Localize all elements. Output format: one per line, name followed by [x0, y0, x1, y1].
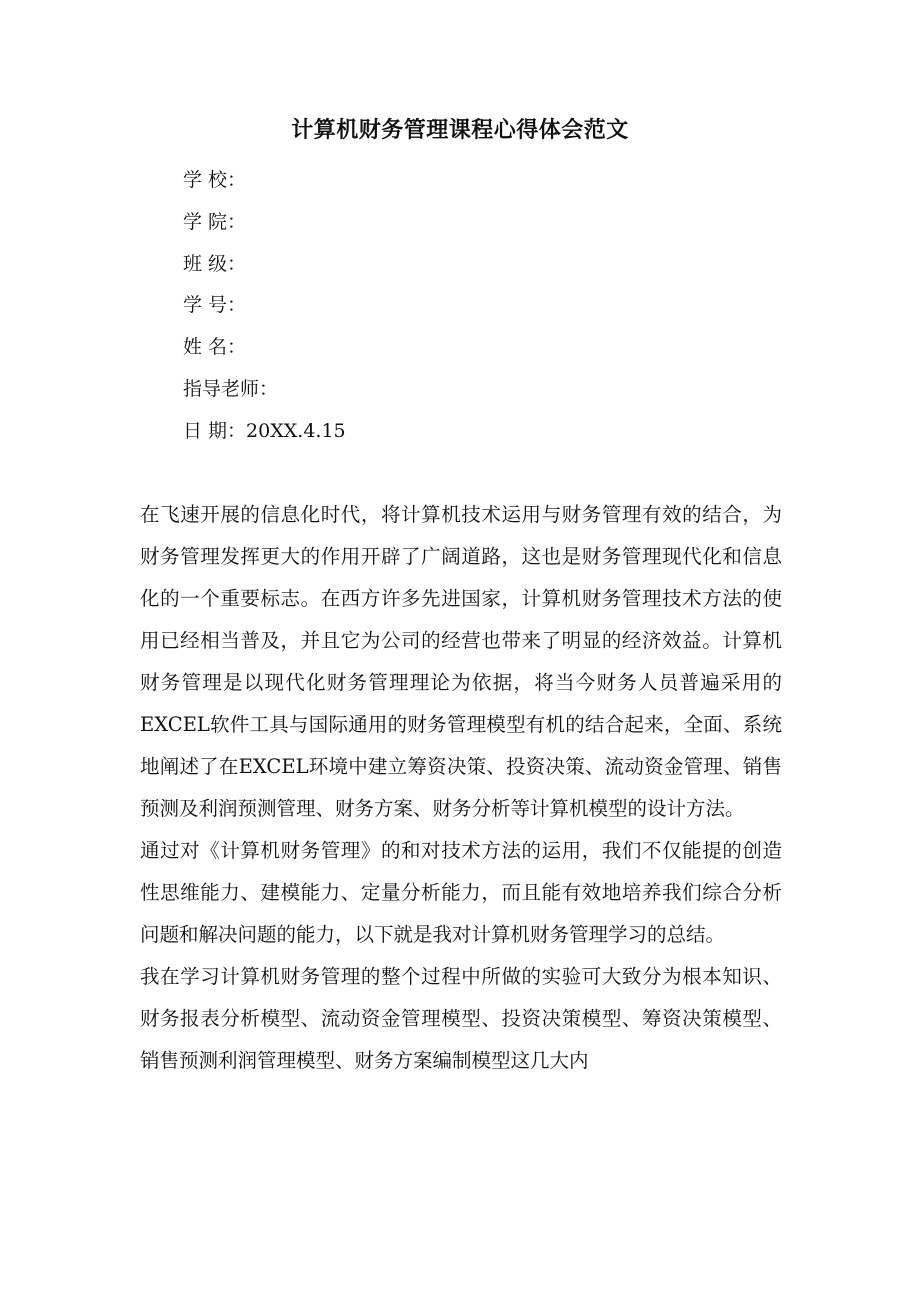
body-paragraph: 我在学习计算机财务管理的整个过程中所做的实验可大致分为根本知识、财务报表分析模型、流动资金管理模型、投资决策模型、筹资决策模型、销售预测利润管理模型、财务方案编制模型这几大内 [140, 965, 782, 1072]
student-info-list [183, 160, 346, 453]
info-row-college [183, 202, 346, 244]
info-label: 学 号： [183, 294, 247, 317]
info-label: 指导老师： [183, 377, 279, 400]
info-row-class [183, 244, 346, 286]
info-row-advisor [183, 369, 346, 411]
info-label: 学 院： [183, 210, 247, 233]
document-body [140, 494, 782, 1082]
info-row-student-id [183, 285, 346, 327]
info-label: 姓 名： [183, 336, 247, 359]
info-value: 20XX.4.15 [246, 419, 346, 442]
info-label: 班 级： [183, 252, 247, 275]
document-title: 计算机财务管理课程心得体会范文 [291, 117, 629, 143]
info-row-name [183, 327, 346, 369]
body-paragraph: 通过对《计算机财务管理》的和对技术方法的运用，我们不仅能提的创造性思维能力、建模能力、定量分析能力，而且能有效地培养我们综合分析问题和解决问题的能力，以下就是我对计算机财务管理学习的总结。 [140, 839, 782, 946]
body-paragraph: 在飞速开展的信息化时代，将计算机技术运用与财务管理有效的结合，为财务管理发挥更大的作用开辟了广阔道路，这也是财务管理现代化和信息化的一个重要标志。在西方许多先进国家，计算机财务管理技术方法的使用已经相当普及，并且它为公司的经营也带来了明显的经济效益。计算机财务管理是以现代化财务管理理论为依据，将当今财务人员普遍采用的EXCEL软件工具与国际通用的财务管理模型有机的结合起来，全面、系统地阐述了在EXCEL环境中建立筹资决策、投资决策、流动资金管理、销售预测及利润预测管理、财务方案、财务分析等计算机模型的设计方法。 [140, 503, 782, 820]
info-label: 学 校： [183, 169, 247, 191]
info-row-date [183, 411, 346, 453]
info-label: 日 期： [183, 419, 247, 442]
info-row-school [183, 160, 346, 202]
